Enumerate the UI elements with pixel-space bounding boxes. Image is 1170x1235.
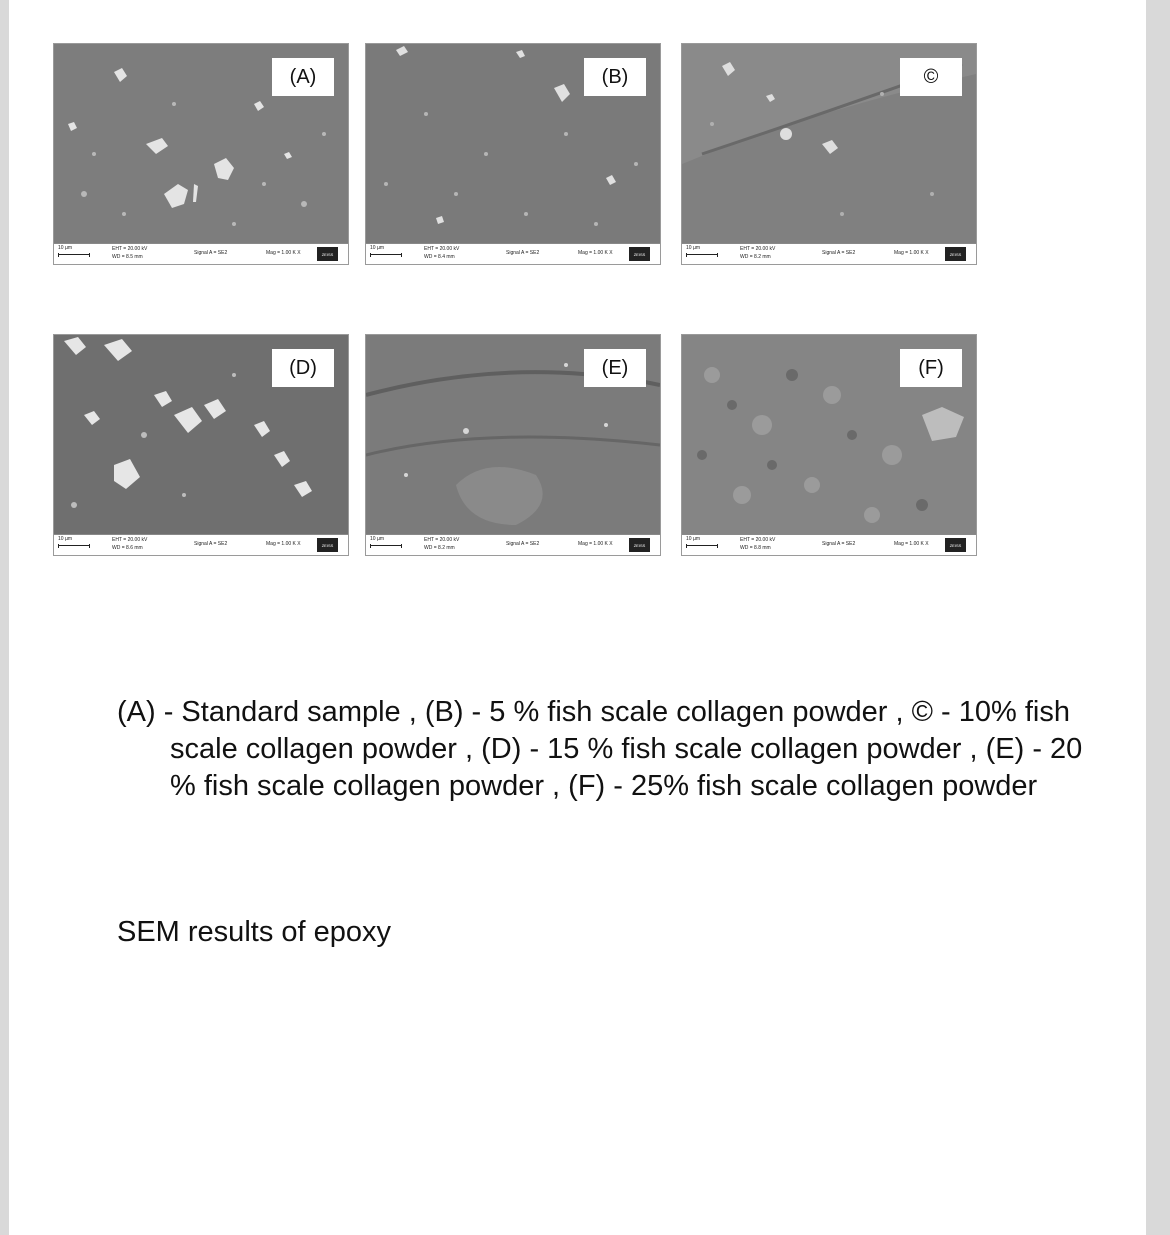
panel-label: ©: [900, 58, 962, 96]
sem-panel-a: [53, 43, 349, 265]
panel-label: (F): [900, 349, 962, 387]
scale-bar: [370, 253, 402, 257]
zeiss-logo: ZEISS: [317, 538, 338, 552]
zeiss-logo: ZEISS: [317, 247, 338, 261]
document-page: [9, 0, 1146, 1235]
sem-databar: 10 µm EHT = 20.00 kV WD = 8.8 mm Signal A = SE2 Mag = 1.00 K X ZEISS: [682, 534, 976, 555]
sem-panel-c: [681, 43, 977, 265]
sem-databar: 10 µm EHT = 20.00 kV WD = 8.5 mm Signal A = SE2 Mag = 1.00 K X ZEISS: [54, 243, 348, 264]
panel-label: (A): [272, 58, 334, 96]
scale-bar: [58, 544, 90, 548]
sem-panel-e: [365, 334, 661, 556]
sem-panel-b: [365, 43, 661, 265]
sem-databar: 10 µm EHT = 20.00 kV WD = 8.2 mm Signal A = SE2 Mag = 1.00 K X ZEISS: [366, 534, 660, 555]
panel-label: (E): [584, 349, 646, 387]
sem-databar: 10 µm EHT = 20.00 kV WD = 8.6 mm Signal A = SE2 Mag = 1.00 K X ZEISS: [54, 534, 348, 555]
scale-bar: [370, 544, 402, 548]
zeiss-logo: ZEISS: [945, 247, 966, 261]
scale-bar: [686, 544, 718, 548]
figure-caption: (A) - Standard sample , (B) - 5 % fish scale collagen powder , © - 10% fish scale collagen powder , (D) - 15 % fish scale collagen powder , (E) - 20 % fish scale collagen powder , (F) - 25% fish scale collagen powder: [117, 696, 1083, 802]
zeiss-logo: ZEISS: [629, 247, 650, 261]
zeiss-logo: ZEISS: [945, 538, 966, 552]
sem-panel-d: [53, 334, 349, 556]
sem-panel-f: [681, 334, 977, 556]
panel-label: (D): [272, 349, 334, 387]
sem-databar: 10 µm EHT = 20.00 kV WD = 8.4 mm Signal A = SE2 Mag = 1.00 K X ZEISS: [366, 243, 660, 264]
scale-bar: [58, 253, 90, 257]
scale-bar: [686, 253, 718, 257]
zeiss-logo: ZEISS: [629, 538, 650, 552]
figure-title: SEM results of epoxy: [117, 916, 391, 948]
sem-databar: 10 µm EHT = 20.00 kV WD = 8.2 mm Signal A = SE2 Mag = 1.00 K X ZEISS: [682, 243, 976, 264]
panel-label: (B): [584, 58, 646, 96]
